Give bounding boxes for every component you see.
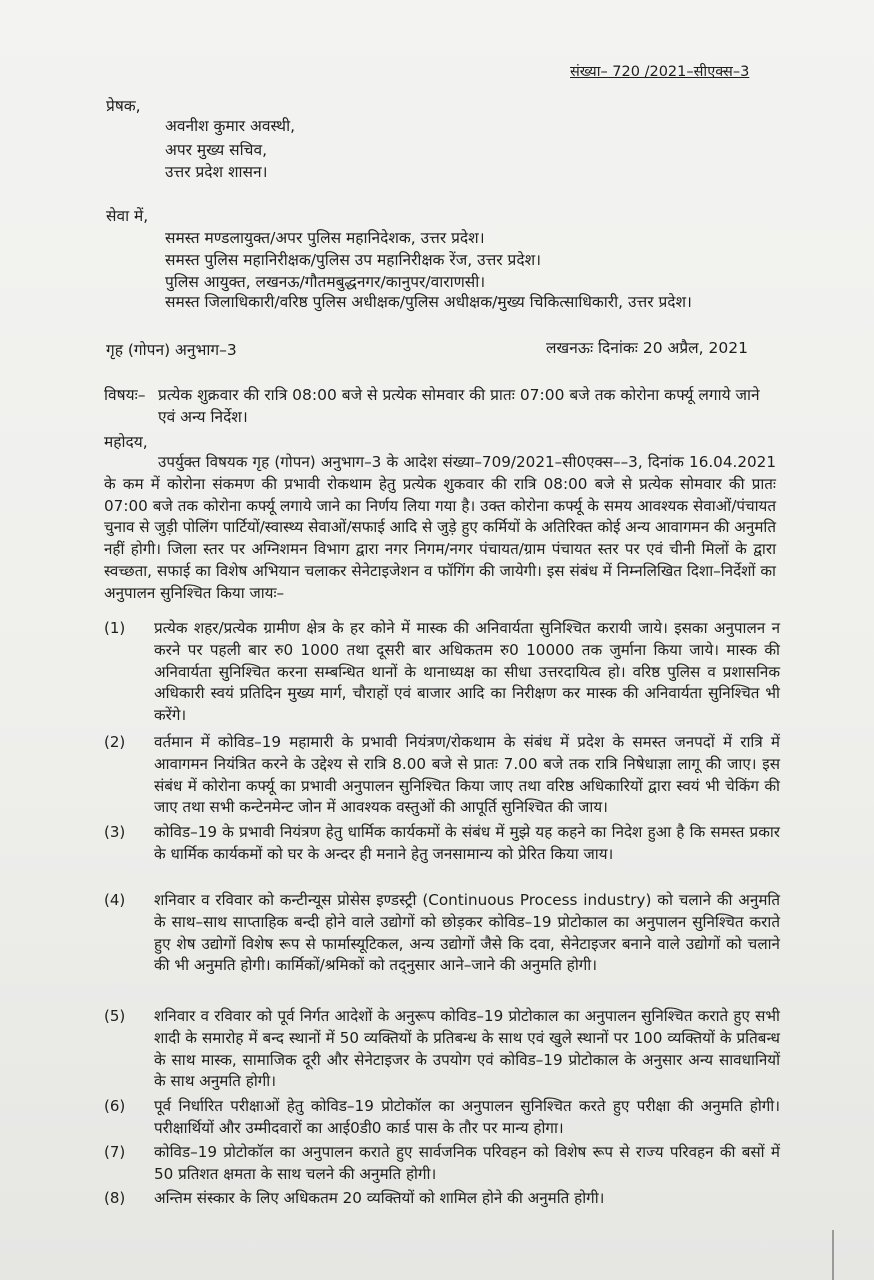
sender-designation: अपर मुख्य सचिव,: [165, 141, 268, 159]
item-number: (6): [104, 1097, 126, 1115]
intro-text: उपर्युक्त विषयक गृह (गोपन) अनुभाग–3 के आदेश संख्या–709/2021–सी0एक्स––3, दिनांक 16.04.2021 के कम में कोरोना संकमण की प्रभावी रोकथाम हेतु प्रत्येक शुकवार की रात्रि 08:00 बजे से प्रत्येक सोमवार की प्रातः 07:00 बजे तक कोरोना कर्फ्यू लगाये जाने का निर्णय लिया गया है। उक्त कोरोना कर्फ्यू के समय आवश्यक सेवाओं/पंचायत चुनाव से जुड़ी पोलिंग पार्टियों/स्वास्थ्य सेवाओं/सफाई आदि से जुड़े हुए कर्मियों के अतिरिक्त कोई अन्य आवागमन की अनुमति नहीं होगी। जिला स्तर पर अग्निशमन विभाग द्वारा नगर निगम/नगर पंचायत/ग्राम पंचायत स्तर पर एवं चीनी मिलों के द्वारा स्वच्छता, सफाई का विशेष अभियान चलाकर सेनेटाइजेशन व फॉगिंग की जायेगी। इस संबंध में निम्नलिखित दिशा–निर्देशों का अनुपालन सुनिश्चित किया जायः–: [104, 453, 776, 602]
item-text: अन्तिम संस्कार के लिए अधिकतम 20 व्यक्तियों को शामिल होने की अनुमति होगी।: [154, 1189, 605, 1207]
recipient-line: समस्त मण्डलायुक्त/अपर पुलिस महानिदेशक, उत्तर प्रदेश।: [165, 229, 485, 247]
place-date: लखनऊः दिनांकः 20 अप्रैल, 2021: [546, 339, 748, 357]
reference-number: संख्या– 720 /2021–सीएक्स–3: [570, 64, 750, 80]
item-text: शनिवार व रविवार को पूर्व निर्गत आदेशों के अनुरूप कोविड–19 प्रोटोकाल का अनुपालन सुनिश्चित कराते हुए सभी शादी के समारोह में बन्द स्थानों में 50 व्यक्तियों के प्रतिबन्ध के साथ एवं खुले स्थानों पर 100 व्यक्तियों के प्रतिबन्ध के साथ मास्क, सामाजिक दूरी और सेनेटाइजर के उपयोग एवं कोविड–19 प्रोटोकाल के अनुसार अन्य सावधानियों के साथ अनुमति होगी।: [154, 1007, 780, 1091]
item-number: (3): [104, 823, 126, 841]
salutation: महोदय,: [104, 433, 148, 451]
section-name: गृह (गोपन) अनुभाग–3: [106, 341, 237, 359]
sender-name: अवनीश कुमार अवस्थी,: [165, 117, 296, 135]
recipient-line: समस्त पुलिस महानिरीक्षक/पुलिस उप महानिरीक्षक रेंज, उत्तर प्रदेश।: [165, 251, 542, 269]
item-text: वर्तमान में कोविड–19 महामारी के प्रभावी नियंत्रण/रोकथाम के संबंध में प्रदेश के समस्त जनपदों में रात्रि में आवागमन नियंत्रित करने के उद्देश्य से रात्रि 8.00 बजे से प्रातः 7.00 बजे तक रात्रि निषेधाज्ञा लागू की जाए। इस संबंध में कोरोना कर्फ्यू का प्रभावी अनुपालन सुनिश्चित किया जाए तथा वरिष्ठ अधिकारियों द्वारा स्वयं भी चेकिंग की जाए तथा सभी कन्टेनमेन्ट जोन में आवश्यक वस्तुओं की आपूर्ति सुनिश्चित की जाय।: [154, 733, 780, 817]
item-text: कोविड–19 प्रोटोकॉल का अनुपालन कराते हुए सार्वजनिक परिवहन को विशेष रूप से राज्य परिवहन की बसों में 50 प्रतिशत क्षमता के साथ चलने की अनुमति होगी।: [154, 1143, 780, 1183]
item-number: (4): [104, 891, 126, 909]
sender-label: प्रेषक,: [106, 97, 141, 115]
intro-paragraph: [104, 452, 776, 605]
subject-text: प्रत्येक शुक्रवार की रात्रि 08:00 बजे से प्रत्येक सोमवार की प्रातः 07:00 बजे तक कोरोना कर्फ्यू लगाये जाने एवं अन्य निर्देश।: [158, 386, 760, 426]
item-number: (1): [104, 619, 126, 637]
recipients-label: सेवा में,: [106, 207, 149, 225]
recipient-line: समस्त जिलाधिकारी/वरिष्ठ पुलिस अधीक्षक/पुलिस अधीक्षक/मुख्य चिकित्साधिकारी, उत्तर प्रदेश।: [165, 293, 692, 311]
item-text: शनिवार व रविवार को कन्टीन्यूस प्रोसेस इण्डस्ट्री (Continuous Process industry) को चलाने की अनुमति के साथ–साथ साप्ताहिक बन्दी होने वाले उद्योगों को छोड़कर कोविड–19 प्रोटोकाल का अनुपालन सुनिश्चित कराते हुए शेष उद्योगों विशेष रूप से फार्मास्यूटिकल, अन्य उद्योगों जैसे कि दवा, सेनेटाइजर बनाने वाले उद्योगों को चलाने की भी अनुमति होगी। कार्मिकों/श्रमिकों को तद्नुसार आने–जाने की अनुमति होगी।: [154, 891, 780, 975]
item-number: (7): [104, 1143, 126, 1161]
sender-office: उत्तर प्रदेश शासन।: [165, 163, 268, 181]
item-text: पूर्व निर्धारित परीक्षाओं हेतु कोविड–19 प्रोटोकॉल का अनुपालन सुनिश्चित करते हुए परीक्षा की अनुमति होगी। परीक्षार्थियों और उम्मीदवारों का आई0डी0 कार्ड पास के तौर पर मान्य होगा।: [154, 1097, 780, 1137]
item-text: कोविड–19 के प्रभावी नियंत्रण हेतु धार्मिक कार्यकमों के संबंध में मुझे यह कहने का निदेश हुआ है कि समस्त प्रकार के धार्मिक कार्यकमों को घर के अन्दर ही मनाने हेतु जनसामान्य को प्रेरित किया जाय।: [154, 823, 780, 863]
page-edge-line: [832, 1230, 834, 1280]
item-number: (8): [104, 1189, 126, 1207]
subject-label: विषयः–: [104, 386, 146, 404]
item-text: प्रत्येक शहर/प्रत्येक ग्रामीण क्षेत्र के हर कोने में मास्क की अनिवार्यता सुनिश्चित करायी जाये। इसका अनुपालन न करने पर पहली बार रु0 1000 तथा दूसरी बार अधिकतम रु0 10000 तक जुर्माना किया जाये। मास्क की अनिवार्यता सुनिश्चित करना सम्बन्धित थानों के थानाध्यक्ष का सीधा उत्तरदायित्व हो। वरिष्ठ पुलिस व प्रशासनिक अधिकारी स्वयं प्रतिदिन मुख्य मार्ग, चौराहों एवं बाजार आदि का निरीक्षण कर मास्क की अनिवार्यता सुनिश्चित भी करेंगे।: [154, 619, 780, 725]
item-number: (2): [104, 733, 126, 751]
recipient-line: पुलिस आयुक्त, लखनऊ/गौतमबुद्धनगर/कानुपर/वाराणसी।: [165, 273, 486, 291]
item-number: (5): [104, 1007, 126, 1025]
